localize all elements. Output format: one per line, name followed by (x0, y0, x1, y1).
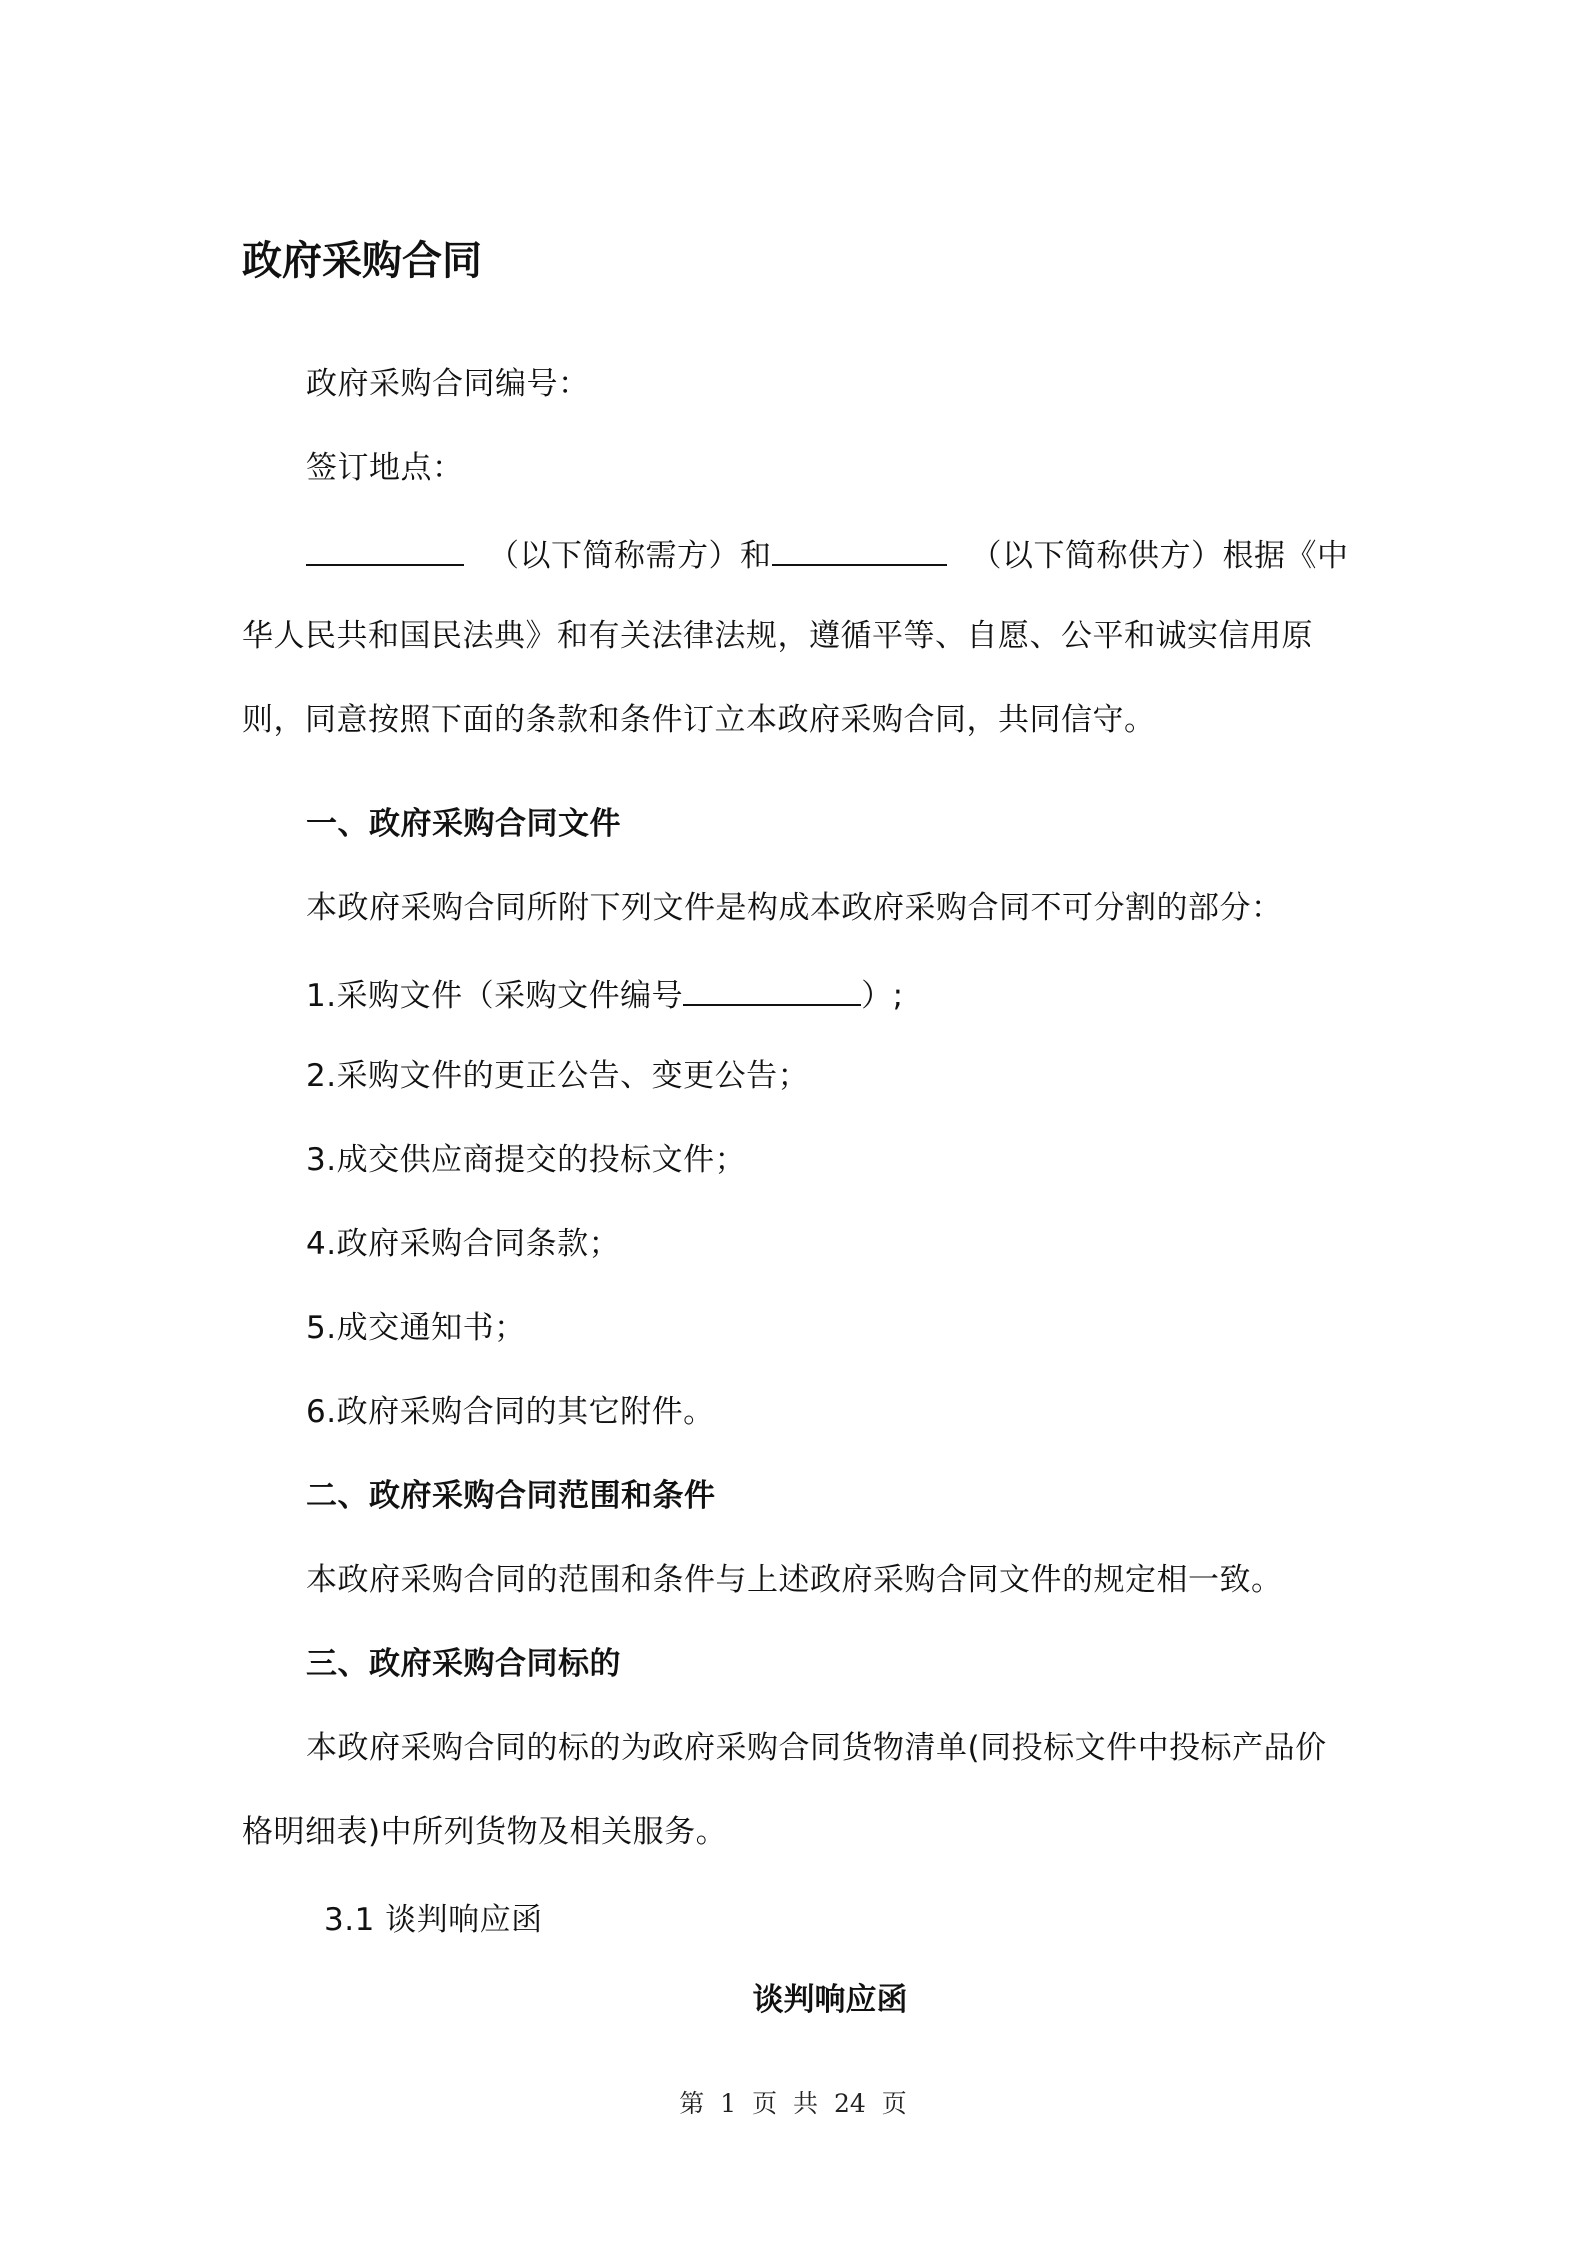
section-1-item-1 (306, 972, 904, 1016)
subsection-3-1: 3.1 谈判响应函 (324, 1902, 543, 1938)
item-1-suffix: ）; (861, 978, 904, 1014)
section-3-text-line-2: 格明细表)中所列货物及相关服务。 (242, 1814, 728, 1850)
buyer-name-blank[interactable] (306, 532, 464, 566)
signing-place-label: 签订地点： (306, 450, 464, 486)
procurement-doc-number-blank[interactable] (683, 972, 861, 1006)
item-1-prefix: 1.采购文件（采购文件编号 (306, 978, 684, 1014)
page-footer: 第 1 页 共 24 页 (679, 2089, 907, 2118)
response-letter-heading: 谈判响应函 (752, 1982, 908, 2018)
supplier-name-blank[interactable] (772, 532, 947, 566)
section-1-item-5: 5.成交通知书； (306, 1310, 526, 1346)
supplier-suffix-text: （以下简称供方）根据《中 (970, 538, 1349, 574)
section-1-item-4: 4.政府采购合同条款； (306, 1226, 621, 1262)
parties-line-2: 华人民共和国民法典》和有关法律法规，遵循平等、自愿、公平和诚实信用原 (242, 618, 1313, 654)
section-1-item-3: 3.成交供应商提交的投标文件； (306, 1142, 747, 1178)
section-2-heading: 二、政府采购合同范围和条件 (306, 1478, 716, 1514)
section-1-heading: 一、政府采购合同文件 (306, 806, 621, 842)
contract-number-label: 政府采购合同编号： (306, 366, 590, 402)
parties-line-3: 则，同意按照下面的条款和条件订立本政府采购合同，共同信守。 (242, 702, 1156, 738)
buyer-suffix-text: （以下简称需方）和 (488, 538, 772, 574)
section-3-heading: 三、政府采购合同标的 (306, 1646, 621, 1682)
parties-line-1 (306, 532, 1349, 576)
section-1-intro: 本政府采购合同所附下列文件是构成本政府采购合同不可分割的部分： (306, 890, 1283, 926)
section-1-item-6: 6.政府采购合同的其它附件。 (306, 1394, 715, 1430)
section-2-text: 本政府采购合同的范围和条件与上述政府采购合同文件的规定相一致。 (306, 1562, 1283, 1598)
section-3-text-line-1: 本政府采购合同的标的为政府采购合同货物清单(同投标文件中投标产品价 (306, 1730, 1327, 1766)
document-title: 政府采购合同 (242, 238, 482, 284)
section-1-item-2: 2.采购文件的更正公告、变更公告； (306, 1058, 810, 1094)
